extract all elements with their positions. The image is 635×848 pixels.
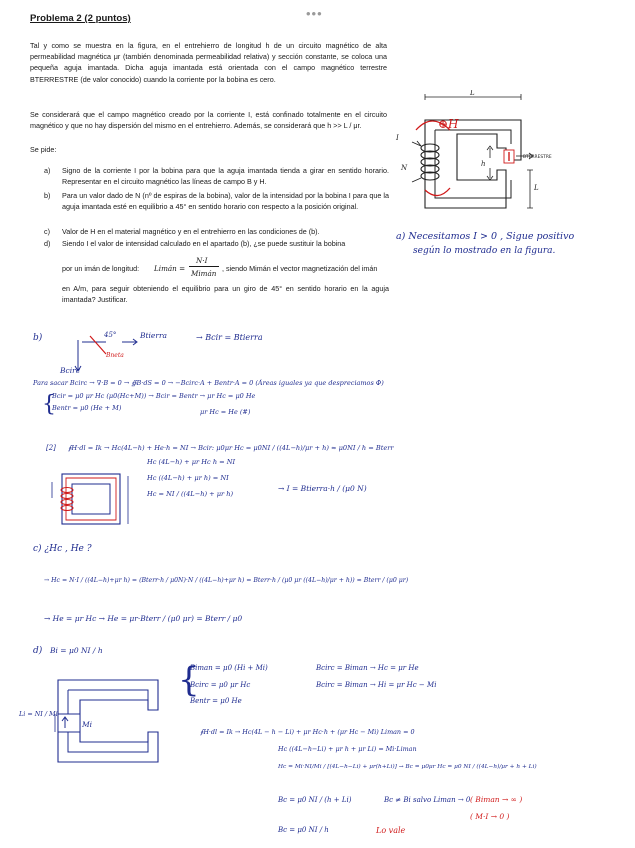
b-bcirc-label: Bcirc (60, 366, 80, 375)
question-label: a) (44, 166, 51, 175)
coil (421, 144, 439, 180)
magnetic-circuit-figure (392, 90, 572, 220)
se-pide-label: Se pide: (30, 145, 57, 154)
formula-lhs: Limán = (154, 264, 186, 273)
figure-label-N: N (401, 164, 408, 172)
d-ampere-line4: Bc = μ0 NI / (h + Li) (278, 796, 352, 804)
b-ampere-line4: Hc = NI / ((4L−h) + μr h) (147, 490, 234, 498)
d-red-note-1: ( Biman → ∞ ) (470, 795, 523, 804)
answer-a-line1: a) Necesitamos I > 0 , Sigue positivo (396, 231, 575, 242)
circuit-sketch-b (48, 468, 130, 530)
d-system-line2: Bcirc = μ0 μr Hc (190, 681, 251, 689)
d-red-note-2: ( M·I → 0 ) (470, 812, 510, 821)
section-c-label: c) ¿Hc , He ? (33, 544, 92, 554)
question-d-formula (62, 255, 392, 281)
circuit-sketch-d (50, 676, 172, 766)
question-text: Para un valor dado de N (nº de espiras de la bobina), valor de la intensidad por la bobina I para que la aguja imantada esté en equilibrio a 45° en sentido horario con respecto a la posición original. (62, 191, 389, 212)
section-d-label: d) (33, 646, 43, 656)
d-system-line3: Bentr = μ0 He (190, 697, 242, 705)
b-system-line1: Bcir = μ0 μr Hc (μ0(Hc+M)) → Bcir = Bentr → μr Hc = μ0 He (52, 392, 256, 400)
c-line2: → He = μr Hc → He = μr·Bterr / (μ0 μr) = Bterr / μ0 (44, 614, 243, 623)
b-divergence-line: Para sacar Bcirc → ∇·B = 0 → ∯B·dS = 0 → −Bcirc·A + Bentr·A = 0 (Áreas iguales ya que despreciamos Φ) (33, 379, 384, 387)
figure-label-h: h (481, 160, 486, 168)
intro-paragraph-1: Tal y como se muestra en la figura, en el entrehierro de longitud h de un circuito magnético de alta permeabilidad magnética μr (también denominada permeabilidad relativa) y sección constante, se coloca una pequeña aguja imantada. Dicha aguja imantada está orientada con el campo magnético terrestre BTERRESTRE (de valor conocido) cuando la corriente por la bobina es cero. (30, 41, 387, 84)
d-ampere-line3: Hc = Mi·NI/Mi / [(4L−h−Li) + μr(h+Li)] → Bc = μ0μr Hc = μ0 NI / ((4L−h)/μr + h + Li) (278, 764, 537, 770)
question-text: Signo de la corriente I por la bobina para que la aguja imantada tienda a girar en sentido horario. Representar en el circuito magnético las líneas de campo B y H. (62, 166, 389, 187)
figure-label-L-top: L (470, 90, 475, 97)
figure-label-L-right: L (534, 184, 539, 192)
figure-annotation-H: ⊕H (438, 117, 459, 131)
question-label: c) (44, 227, 50, 236)
intro-paragraph-2: Se considerará que el campo magnético creado por la corriente I, está confinado totalmente en el circuito magnético y que no hay dispersión del mismo en el entrehierro. Además, se considerará que h >> L / μr. (30, 110, 387, 131)
d-ampere-line5: Bc ≠ Bi salvo Liman → 0 (384, 796, 471, 804)
question-text: Valor de H en el material magnético y en el entrehierro en las condiciones de (b). (62, 227, 320, 236)
needle-sketch (72, 330, 192, 378)
formula-numerator: N·I (196, 256, 208, 265)
figure-label-B: BTERRESTRE (523, 155, 552, 160)
d-system-line4: Bcirc = Biman → Hc = μr He (316, 664, 419, 672)
b-system-line3: μr Hc = He (#) (200, 408, 251, 416)
b-angle-label: 45° (104, 331, 117, 339)
menu-dots[interactable]: ••• (306, 6, 323, 21)
d-bi-line: Bi = μ0 NI / h (50, 646, 103, 655)
d-fig-label-Mi: Mi (82, 720, 93, 729)
section-b-label: b) (33, 333, 43, 343)
b-ampere-label: [2] (46, 444, 56, 452)
question-label: d) (44, 239, 51, 248)
formula-pre: por un imán de longitud: (62, 264, 140, 273)
question-text: Siendo I el valor de intensidad calculado en el apartado (b), ¿se puede sustituir la bobina (62, 239, 346, 248)
d-system-line5: Bcirc = Biman → Hi = μr Hc − Mi (316, 681, 437, 689)
question-label: b) (44, 191, 51, 200)
formula-post: , siendo Mimán el vector magnetización del imán (222, 264, 378, 273)
question-d-continuation: en A/m, para seguir obteniendo el equilibrio para un giro de 45° en sentido horario en la aguja imantada? Justificar. (62, 284, 389, 305)
b-ampere-line3: Hc ((4L−h) + μr h) = NI (147, 474, 229, 482)
b-bneta-label: Bneta (106, 352, 124, 359)
b-btierra-label: Btierra (140, 331, 168, 340)
d-system-line1: Biman = μ0 (Hi + Mi) (190, 664, 268, 672)
c-line1: → Hc = N·I / ((4L−h)+μr h) = (Bterr·h / μ0N)·N / ((4L−h)+μr h) = Bterr·h / (μ0 μr ((4L−h)/μr + h)) ≈ Bterr / (μ0 μr) (44, 577, 409, 584)
b-system-brace: { (42, 392, 56, 417)
b-system-line2: Bentr = μ0 (He + M) (52, 404, 122, 412)
b-ampere-line: ∮H·dl = Ik → Hc(4L−h) + He·h = NI → Bcir: μ0μr Hc = μ0NI / ((4L−h)/μr + h) ≈ μ0NI / h = Bterr (68, 444, 394, 452)
d-fig-label-Li: Li = NI / Mi (19, 710, 58, 718)
d-ampere-line1: ∮H·dl = Ik → Hc(4L − h − Li) + μr Hc·h + (μr Hc − Mi) Liman = 0 (200, 728, 415, 736)
d-red-note-3: Lo vale (376, 826, 406, 835)
formula-denominator: Mimán (191, 269, 217, 278)
b-bcirc-equality: → Bcir = Btierra (196, 333, 263, 342)
answer-a-line2: según lo mostrado en la figura. (413, 246, 556, 256)
d-system-brace: { (178, 660, 200, 700)
problem-title: Problema 2 (2 puntos) (30, 13, 131, 24)
d-ampere-line6: Bc = μ0 NI / h (278, 826, 329, 834)
formula-bar (189, 266, 219, 267)
d-ampere-line2: Hc ((4L−h−Li) + μr h + μr Li) = Mi·Liman (278, 745, 417, 753)
b-ampere-line2: Hc (4L−h) + μr Hc h = NI (147, 458, 236, 466)
b-current-result: → I = Btierra·h / (μ0 N) (278, 484, 367, 493)
figure-label-I: I (396, 134, 399, 142)
